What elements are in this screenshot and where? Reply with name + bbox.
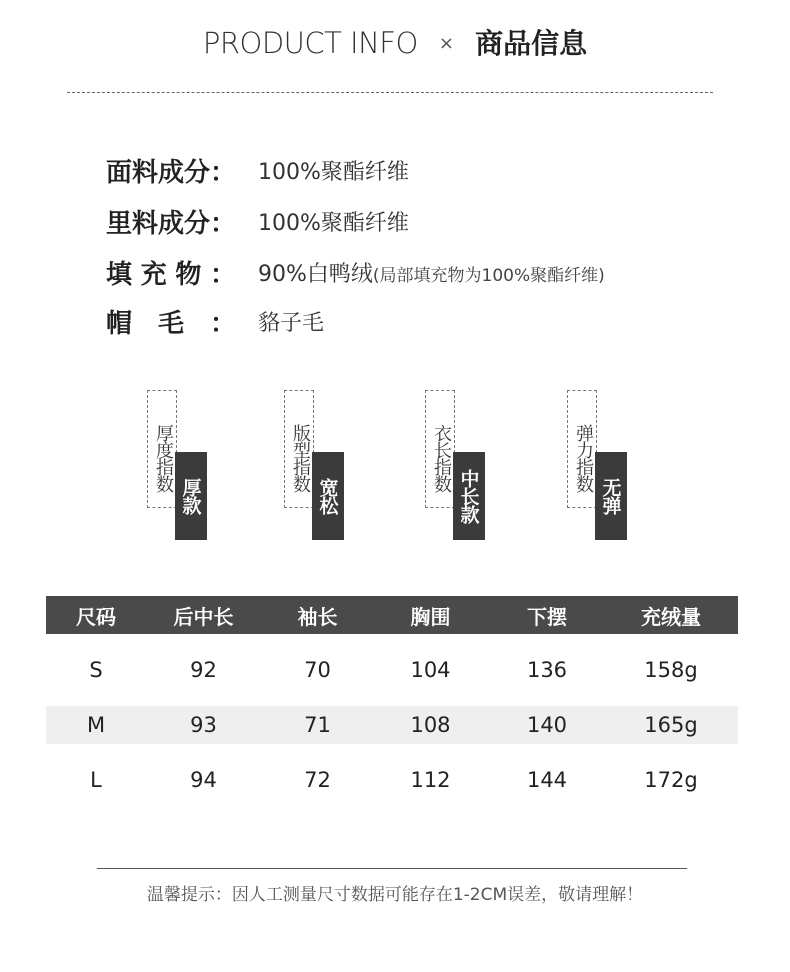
header-divider [67,92,713,93]
title-en: PRODUCT INFO [202,26,418,60]
table-cell: 158g [644,658,698,682]
table-cell: 165g [644,713,698,737]
index-card-elasticity [567,390,637,542]
table-cell: 94 [190,768,217,792]
spec-value-text: 100%聚酯纤维 [258,211,409,236]
spec-label-char: ： [209,260,236,290]
table-cell: S [89,658,103,682]
title-separator: × [438,33,455,54]
size-table [46,596,738,799]
index-label: 衣长指数 [425,390,455,508]
table-cell: 71 [304,713,331,737]
index-value: 厚款 [175,452,207,540]
spec-label-char: 填 [106,260,133,290]
footer-note: 温馨提示：因人工测量尺寸数据可能存在1-2CM误差，敬请理解！ [146,885,644,905]
spec-value [258,206,409,237]
spec-value-text: 貉子毛 [258,311,325,336]
table-row [46,761,738,799]
spec-label [106,254,236,291]
spec-value [258,257,605,288]
header-cell: 充绒量 [641,604,701,629]
index-label: 弹力指数 [567,390,597,508]
page-header [0,22,790,62]
index-card-length [425,390,495,542]
spec-value [258,306,324,337]
index-label: 厚度指数 [147,390,177,508]
spec-label [106,303,236,340]
header-cell: 后中长 [173,604,234,629]
index-value: 中长款 [453,452,485,540]
index-card-fit [284,390,354,542]
header-cell: 下摆 [527,604,567,629]
table-cell: M [86,713,106,737]
index-value: 宽松 [312,452,344,540]
spec-value-text: 100%聚酯纤维 [258,160,409,185]
index-value: 无弹 [595,452,627,540]
table-cell: 144 [526,768,568,792]
table-cell: 172g [644,768,698,792]
table-cell: 140 [526,713,568,737]
index-card-thickness [147,390,217,542]
spec-label-char: 物 [175,260,202,290]
footer-divider [97,868,687,869]
table-cell: 136 [526,658,568,682]
header-cell: 袖长 [297,604,338,629]
table-row [46,706,738,744]
spec-value [258,155,409,186]
spec-value-text: 90%白鸭绒 [258,262,373,287]
spec-label-char: 充 [140,260,167,290]
table-cell: 70 [304,658,331,682]
table-cell: 92 [190,658,217,682]
spec-label: 里料成分： [106,209,237,239]
table-cell: 112 [410,768,451,792]
title-cn: 商品信息 [475,27,588,60]
header-cell: 尺码 [76,604,116,629]
size-table-header [46,596,738,634]
spec-label-char: 毛 [157,309,184,339]
table-cell: 108 [410,713,451,737]
header-cell: 胸围 [410,604,451,629]
table-cell: 104 [410,658,451,682]
table-cell: 93 [190,713,217,737]
table-cell: 72 [304,768,331,792]
index-label: 版型指数 [284,390,314,508]
spec-label-char: 帽 [106,309,133,339]
spec-label: 面料成分： [106,158,237,188]
spec-label-char: ： [209,309,236,339]
table-cell: L [90,768,102,792]
spec-value-note: (局部填充物为100%聚酯纤维) [372,266,605,286]
table-row [46,651,738,689]
